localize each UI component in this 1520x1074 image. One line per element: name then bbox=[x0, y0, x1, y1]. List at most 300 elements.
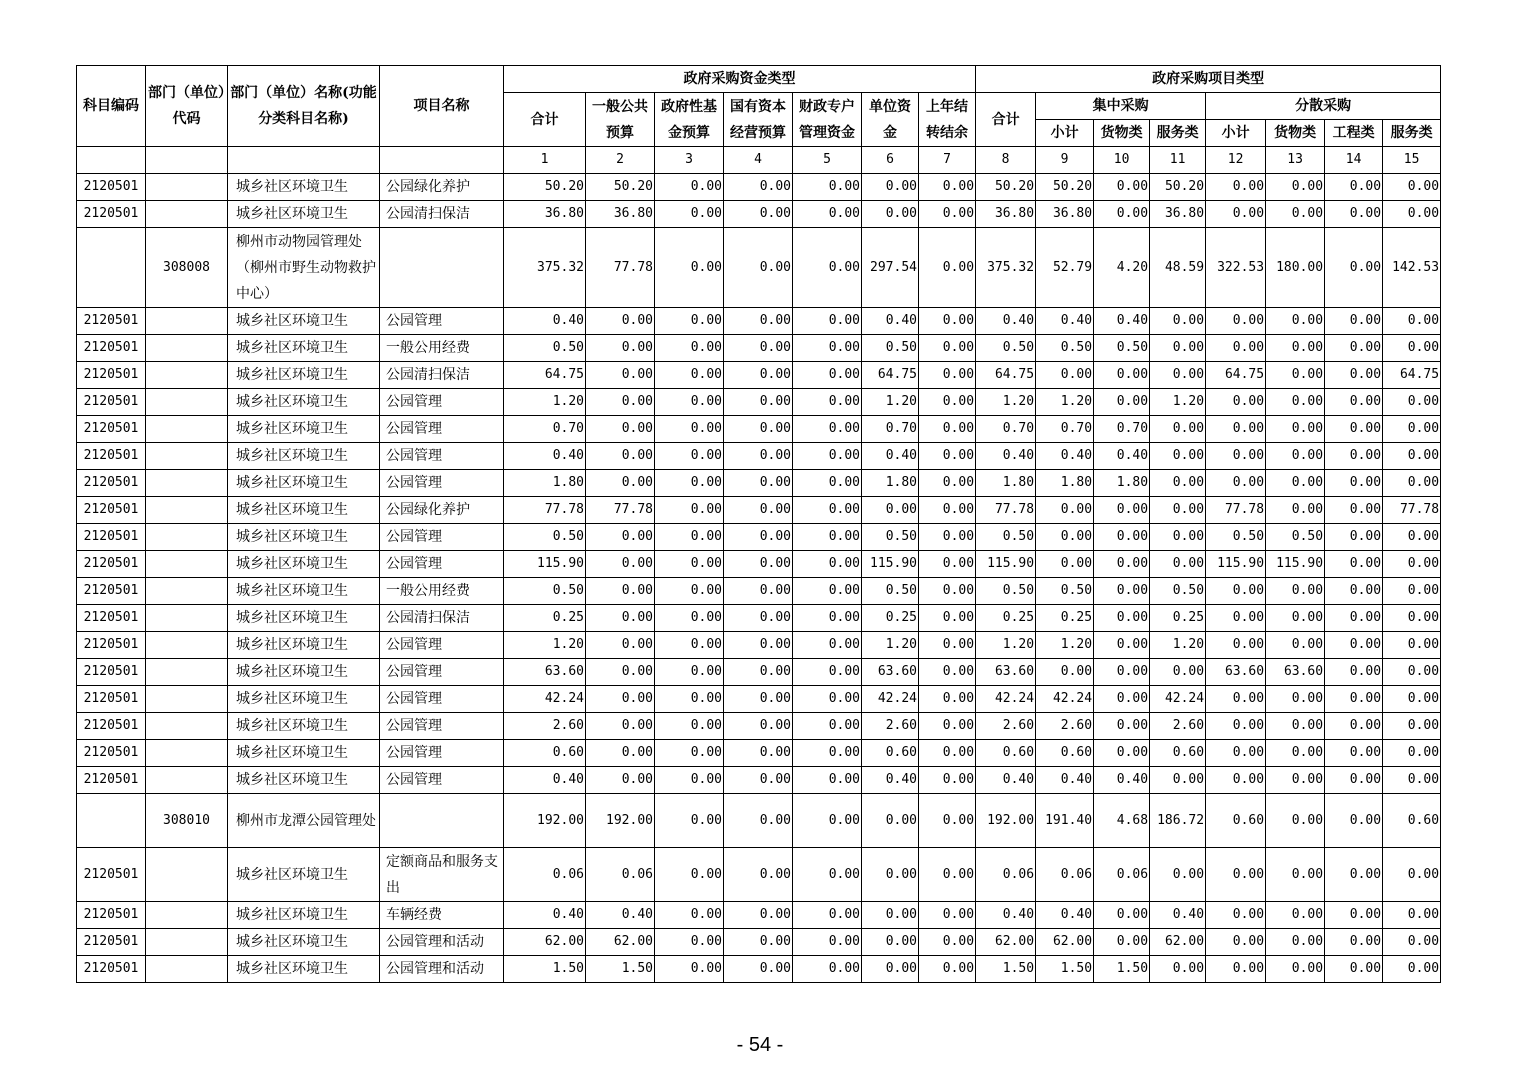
dept-name-cell: 柳州市动物园管理处（柳州市野生动物救护中心） bbox=[228, 228, 380, 308]
project-name-cell: 公园清扫保洁 bbox=[380, 201, 504, 228]
value-cell: 0.00 bbox=[1383, 551, 1441, 578]
table-row bbox=[77, 524, 1441, 551]
value-cell: 77.78 bbox=[586, 497, 655, 524]
subject-code-cell: 2120501 bbox=[77, 201, 146, 228]
value-cell: 0.00 bbox=[793, 659, 862, 686]
value-cell: 0.00 bbox=[1206, 929, 1266, 956]
value-cell: 0.00 bbox=[1206, 902, 1266, 929]
value-cell: 0.00 bbox=[724, 524, 793, 551]
value-cell: 0.50 bbox=[976, 335, 1036, 362]
value-cell: 0.00 bbox=[1150, 767, 1206, 794]
value-cell: 0.00 bbox=[919, 605, 976, 632]
value-cell: 0.00 bbox=[793, 389, 862, 416]
value-cell: 0.50 bbox=[1266, 524, 1325, 551]
value-cell: 0.60 bbox=[504, 740, 586, 767]
value-cell: 0.00 bbox=[1266, 470, 1325, 497]
header-state-capital-budget: 国有资本经营预算 bbox=[724, 93, 793, 147]
value-cell: 0.00 bbox=[1036, 362, 1094, 389]
value-cell: 0.00 bbox=[919, 551, 976, 578]
value-cell: 0.00 bbox=[724, 686, 793, 713]
value-cell: 0.00 bbox=[586, 632, 655, 659]
value-cell: 1.50 bbox=[586, 956, 655, 983]
subject-code-cell: 2120501 bbox=[77, 929, 146, 956]
dept-code-cell bbox=[146, 956, 228, 983]
value-cell: 0.00 bbox=[1383, 956, 1441, 983]
dept-name-cell: 城乡社区环境卫生 bbox=[228, 740, 380, 767]
value-cell: 1.20 bbox=[862, 389, 919, 416]
value-cell: 0.00 bbox=[1325, 362, 1383, 389]
value-cell: 0.00 bbox=[586, 443, 655, 470]
value-cell: 0.00 bbox=[1094, 578, 1150, 605]
subject-code-cell: 2120501 bbox=[77, 956, 146, 983]
value-cell: 0.00 bbox=[1383, 443, 1441, 470]
value-cell: 0.00 bbox=[1383, 902, 1441, 929]
header-goods: 货物类 bbox=[1094, 120, 1150, 147]
value-cell: 0.00 bbox=[1206, 740, 1266, 767]
value-cell: 0.00 bbox=[1325, 794, 1383, 848]
value-cell: 0.00 bbox=[1383, 605, 1441, 632]
value-cell: 0.00 bbox=[1383, 201, 1441, 228]
value-cell: 0.00 bbox=[724, 713, 793, 740]
value-cell: 0.00 bbox=[655, 929, 724, 956]
value-cell: 0.00 bbox=[724, 848, 793, 902]
dept-name-cell: 城乡社区环境卫生 bbox=[228, 308, 380, 335]
value-cell: 0.60 bbox=[976, 740, 1036, 767]
value-cell: 375.32 bbox=[976, 228, 1036, 308]
project-name-cell: 公园管理 bbox=[380, 767, 504, 794]
table-row bbox=[77, 308, 1441, 335]
table-row bbox=[77, 416, 1441, 443]
value-cell: 0.50 bbox=[1150, 578, 1206, 605]
value-cell: 322.53 bbox=[1206, 228, 1266, 308]
subject-code-cell: 2120501 bbox=[77, 389, 146, 416]
header-project-type: 政府采购项目类型 bbox=[976, 66, 1441, 93]
value-cell: 0.00 bbox=[1383, 470, 1441, 497]
value-cell: 0.00 bbox=[1206, 848, 1266, 902]
dept-code-cell bbox=[146, 497, 228, 524]
value-cell: 0.70 bbox=[976, 416, 1036, 443]
value-cell: 1.50 bbox=[504, 956, 586, 983]
value-cell: 1.20 bbox=[862, 632, 919, 659]
value-cell: 0.00 bbox=[793, 524, 862, 551]
value-cell: 0.00 bbox=[793, 443, 862, 470]
value-cell: 0.40 bbox=[862, 308, 919, 335]
value-cell: 1.20 bbox=[976, 632, 1036, 659]
value-cell: 0.00 bbox=[793, 551, 862, 578]
value-cell: 0.00 bbox=[1325, 605, 1383, 632]
value-cell: 0.00 bbox=[1206, 632, 1266, 659]
value-cell: 0.00 bbox=[1206, 605, 1266, 632]
table-row bbox=[77, 470, 1441, 497]
dept-code-cell bbox=[146, 335, 228, 362]
value-cell: 0.00 bbox=[919, 902, 976, 929]
value-cell: 191.40 bbox=[1036, 794, 1094, 848]
value-cell: 0.00 bbox=[586, 335, 655, 362]
value-cell: 0.00 bbox=[1094, 497, 1150, 524]
value-cell: 0.00 bbox=[1383, 174, 1441, 201]
value-cell: 0.40 bbox=[504, 767, 586, 794]
subject-code-cell: 2120501 bbox=[77, 335, 146, 362]
value-cell: 63.60 bbox=[976, 659, 1036, 686]
project-name-cell: 车辆经费 bbox=[380, 902, 504, 929]
value-cell: 0.00 bbox=[919, 767, 976, 794]
dept-name-cell: 城乡社区环境卫生 bbox=[228, 470, 380, 497]
value-cell: 0.50 bbox=[1094, 335, 1150, 362]
value-cell: 0.00 bbox=[919, 201, 976, 228]
value-cell: 0.40 bbox=[976, 902, 1036, 929]
value-cell: 0.00 bbox=[724, 767, 793, 794]
value-cell: 77.78 bbox=[586, 228, 655, 308]
value-cell: 0.00 bbox=[1094, 632, 1150, 659]
dept-code-cell bbox=[146, 632, 228, 659]
subject-code-cell bbox=[77, 228, 146, 308]
subject-code-cell: 2120501 bbox=[77, 632, 146, 659]
value-cell: 62.00 bbox=[586, 929, 655, 956]
value-cell: 0.00 bbox=[862, 794, 919, 848]
value-cell: 0.25 bbox=[862, 605, 919, 632]
dept-name-cell: 城乡社区环境卫生 bbox=[228, 767, 380, 794]
value-cell: 0.00 bbox=[655, 174, 724, 201]
value-cell: 375.32 bbox=[504, 228, 586, 308]
value-cell: 0.00 bbox=[586, 578, 655, 605]
value-cell: 0.00 bbox=[1094, 605, 1150, 632]
project-name-cell: 公园管理 bbox=[380, 551, 504, 578]
value-cell: 36.80 bbox=[1150, 201, 1206, 228]
value-cell: 1.20 bbox=[1150, 389, 1206, 416]
value-cell: 2.60 bbox=[1036, 713, 1094, 740]
column-index: 5 bbox=[793, 147, 862, 174]
project-name-cell: 公园绿化养护 bbox=[380, 174, 504, 201]
value-cell: 0.00 bbox=[1150, 443, 1206, 470]
table-row bbox=[77, 659, 1441, 686]
header-total2: 合计 bbox=[976, 93, 1036, 147]
value-cell: 0.00 bbox=[1150, 497, 1206, 524]
value-cell: 0.00 bbox=[586, 362, 655, 389]
value-cell: 0.00 bbox=[1325, 902, 1383, 929]
value-cell: 0.00 bbox=[1325, 713, 1383, 740]
value-cell: 0.00 bbox=[655, 524, 724, 551]
value-cell: 0.00 bbox=[793, 848, 862, 902]
value-cell: 2.60 bbox=[976, 713, 1036, 740]
value-cell: 142.53 bbox=[1383, 228, 1441, 308]
value-cell: 0.00 bbox=[724, 902, 793, 929]
value-cell: 0.00 bbox=[1266, 902, 1325, 929]
value-cell: 0.00 bbox=[724, 659, 793, 686]
dept-name-cell: 城乡社区环境卫生 bbox=[228, 362, 380, 389]
project-name-cell: 公园管理 bbox=[380, 389, 504, 416]
value-cell: 192.00 bbox=[976, 794, 1036, 848]
value-cell: 0.50 bbox=[504, 524, 586, 551]
value-cell: 0.00 bbox=[1266, 632, 1325, 659]
value-cell: 0.00 bbox=[655, 767, 724, 794]
project-name-cell: 公园管理 bbox=[380, 443, 504, 470]
value-cell: 0.40 bbox=[1150, 902, 1206, 929]
value-cell: 0.00 bbox=[655, 362, 724, 389]
value-cell: 0.00 bbox=[1150, 659, 1206, 686]
value-cell: 0.00 bbox=[1266, 767, 1325, 794]
project-name-cell: 公园管理 bbox=[380, 524, 504, 551]
value-cell: 0.06 bbox=[504, 848, 586, 902]
value-cell: 0.50 bbox=[1036, 578, 1094, 605]
subject-code-cell: 2120501 bbox=[77, 416, 146, 443]
value-cell: 0.00 bbox=[586, 416, 655, 443]
value-cell: 0.00 bbox=[1266, 362, 1325, 389]
value-cell: 0.00 bbox=[1325, 956, 1383, 983]
value-cell: 0.40 bbox=[504, 443, 586, 470]
value-cell: 0.00 bbox=[1266, 497, 1325, 524]
value-cell: 0.00 bbox=[1266, 201, 1325, 228]
header-total: 合计 bbox=[504, 93, 586, 147]
header-services2: 服务类 bbox=[1383, 120, 1441, 147]
value-cell: 0.00 bbox=[919, 362, 976, 389]
dept-code-cell: 308010 bbox=[146, 794, 228, 848]
header-subtotal2: 小计 bbox=[1206, 120, 1266, 147]
subject-code-cell: 2120501 bbox=[77, 578, 146, 605]
value-cell: 0.00 bbox=[1036, 659, 1094, 686]
value-cell: 0.00 bbox=[1094, 174, 1150, 201]
value-cell: 1.20 bbox=[1036, 389, 1094, 416]
dept-code-cell bbox=[146, 767, 228, 794]
value-cell: 0.70 bbox=[504, 416, 586, 443]
value-cell: 0.00 bbox=[1094, 551, 1150, 578]
value-cell: 1.20 bbox=[1150, 632, 1206, 659]
subject-code-cell: 2120501 bbox=[77, 524, 146, 551]
value-cell: 0.00 bbox=[1094, 362, 1150, 389]
value-cell: 0.00 bbox=[1325, 578, 1383, 605]
value-cell: 77.78 bbox=[976, 497, 1036, 524]
value-cell: 0.00 bbox=[1206, 713, 1266, 740]
value-cell: 0.00 bbox=[1325, 767, 1383, 794]
value-cell: 0.00 bbox=[1206, 308, 1266, 335]
procurement-table bbox=[76, 65, 1441, 983]
value-cell: 0.00 bbox=[724, 632, 793, 659]
dept-code-cell bbox=[146, 740, 228, 767]
column-index: 13 bbox=[1266, 147, 1325, 174]
value-cell: 50.20 bbox=[504, 174, 586, 201]
subject-code-cell: 2120501 bbox=[77, 497, 146, 524]
value-cell: 0.50 bbox=[862, 578, 919, 605]
value-cell: 0.00 bbox=[1150, 416, 1206, 443]
value-cell: 36.80 bbox=[504, 201, 586, 228]
project-name-cell: 公园管理 bbox=[380, 713, 504, 740]
value-cell: 0.00 bbox=[919, 497, 976, 524]
value-cell: 0.00 bbox=[1325, 201, 1383, 228]
value-cell: 0.00 bbox=[724, 497, 793, 524]
value-cell: 0.00 bbox=[1094, 389, 1150, 416]
dept-code-cell bbox=[146, 443, 228, 470]
value-cell: 0.00 bbox=[919, 713, 976, 740]
value-cell: 1.80 bbox=[1036, 470, 1094, 497]
value-cell: 0.70 bbox=[1094, 416, 1150, 443]
subject-code-cell: 2120501 bbox=[77, 362, 146, 389]
value-cell: 0.00 bbox=[1094, 740, 1150, 767]
value-cell: 1.20 bbox=[1036, 632, 1094, 659]
value-cell: 0.00 bbox=[919, 632, 976, 659]
value-cell: 0.00 bbox=[1383, 335, 1441, 362]
value-cell: 0.40 bbox=[504, 902, 586, 929]
value-cell: 0.25 bbox=[1036, 605, 1094, 632]
value-cell: 0.00 bbox=[1094, 686, 1150, 713]
dept-name-cell: 城乡社区环境卫生 bbox=[228, 632, 380, 659]
value-cell: 0.00 bbox=[724, 551, 793, 578]
value-cell: 1.80 bbox=[976, 470, 1036, 497]
value-cell: 0.00 bbox=[1325, 228, 1383, 308]
subject-code-cell: 2120501 bbox=[77, 686, 146, 713]
value-cell: 48.59 bbox=[1150, 228, 1206, 308]
value-cell: 0.00 bbox=[793, 956, 862, 983]
value-cell: 0.40 bbox=[1036, 902, 1094, 929]
dept-code-cell bbox=[146, 605, 228, 632]
value-cell: 0.00 bbox=[1325, 929, 1383, 956]
table-row bbox=[77, 228, 1441, 308]
value-cell: 0.00 bbox=[862, 497, 919, 524]
value-cell: 0.06 bbox=[1036, 848, 1094, 902]
value-cell: 0.00 bbox=[919, 416, 976, 443]
value-cell: 64.75 bbox=[862, 362, 919, 389]
value-cell: 0.00 bbox=[793, 767, 862, 794]
value-cell: 0.00 bbox=[919, 443, 976, 470]
value-cell: 0.00 bbox=[724, 389, 793, 416]
subject-code-cell: 2120501 bbox=[77, 308, 146, 335]
value-cell: 0.00 bbox=[1206, 578, 1266, 605]
column-index: 8 bbox=[976, 147, 1036, 174]
value-cell: 0.00 bbox=[793, 362, 862, 389]
subject-code-cell: 2120501 bbox=[77, 740, 146, 767]
dept-code-cell bbox=[146, 524, 228, 551]
value-cell: 0.00 bbox=[1094, 929, 1150, 956]
value-cell: 0.00 bbox=[655, 335, 724, 362]
value-cell: 0.25 bbox=[976, 605, 1036, 632]
value-cell: 62.00 bbox=[976, 929, 1036, 956]
value-cell: 0.00 bbox=[919, 470, 976, 497]
value-cell: 0.60 bbox=[1150, 740, 1206, 767]
value-cell: 1.50 bbox=[976, 956, 1036, 983]
dept-name-cell: 城乡社区环境卫生 bbox=[228, 686, 380, 713]
value-cell: 0.00 bbox=[1325, 470, 1383, 497]
value-cell: 0.00 bbox=[1036, 551, 1094, 578]
value-cell: 2.60 bbox=[1150, 713, 1206, 740]
value-cell: 77.78 bbox=[1383, 497, 1441, 524]
value-cell: 0.00 bbox=[1266, 578, 1325, 605]
value-cell: 0.00 bbox=[793, 470, 862, 497]
value-cell: 0.40 bbox=[586, 902, 655, 929]
table-body bbox=[77, 174, 1441, 983]
value-cell: 0.00 bbox=[1383, 686, 1441, 713]
value-cell: 0.00 bbox=[1383, 740, 1441, 767]
value-cell: 0.00 bbox=[793, 686, 862, 713]
value-cell: 180.00 bbox=[1266, 228, 1325, 308]
value-cell: 0.25 bbox=[1150, 605, 1206, 632]
table-row bbox=[77, 335, 1441, 362]
value-cell: 0.00 bbox=[655, 416, 724, 443]
value-cell: 0.00 bbox=[862, 956, 919, 983]
value-cell: 0.00 bbox=[655, 551, 724, 578]
dept-name-cell: 城乡社区环境卫生 bbox=[228, 524, 380, 551]
column-index: 14 bbox=[1325, 147, 1383, 174]
header-fund-type: 政府采购资金类型 bbox=[504, 66, 976, 93]
value-cell: 0.00 bbox=[724, 578, 793, 605]
value-cell: 0.00 bbox=[919, 389, 976, 416]
value-cell: 63.60 bbox=[504, 659, 586, 686]
subject-code-cell: 2120501 bbox=[77, 713, 146, 740]
value-cell: 0.00 bbox=[919, 308, 976, 335]
dept-code-cell bbox=[146, 659, 228, 686]
value-cell: 0.00 bbox=[1266, 956, 1325, 983]
value-cell: 192.00 bbox=[586, 794, 655, 848]
header-engineering: 工程类 bbox=[1325, 120, 1383, 147]
header-goods2: 货物类 bbox=[1266, 120, 1325, 147]
value-cell: 0.00 bbox=[655, 956, 724, 983]
value-cell: 0.00 bbox=[919, 929, 976, 956]
value-cell: 0.00 bbox=[793, 228, 862, 308]
value-cell: 0.00 bbox=[1266, 174, 1325, 201]
value-cell: 0.00 bbox=[1036, 524, 1094, 551]
value-cell: 0.00 bbox=[919, 228, 976, 308]
value-cell: 115.90 bbox=[976, 551, 1036, 578]
value-cell: 0.00 bbox=[1206, 389, 1266, 416]
header-subject-code: 科目编码 bbox=[77, 66, 146, 147]
table-row bbox=[77, 767, 1441, 794]
value-cell: 0.00 bbox=[862, 902, 919, 929]
value-cell: 115.90 bbox=[862, 551, 919, 578]
value-cell: 0.50 bbox=[504, 578, 586, 605]
value-cell: 0.00 bbox=[724, 929, 793, 956]
value-cell: 0.00 bbox=[1094, 201, 1150, 228]
value-cell: 0.00 bbox=[1383, 848, 1441, 902]
value-cell: 0.00 bbox=[1150, 308, 1206, 335]
column-index: 7 bbox=[919, 147, 976, 174]
value-cell: 0.00 bbox=[862, 201, 919, 228]
value-cell: 1.80 bbox=[504, 470, 586, 497]
header-centralized: 集中采购 bbox=[1036, 93, 1206, 120]
value-cell: 0.00 bbox=[793, 929, 862, 956]
project-name-cell: 公园管理 bbox=[380, 632, 504, 659]
value-cell: 0.00 bbox=[586, 389, 655, 416]
project-name-cell bbox=[380, 228, 504, 308]
value-cell: 0.00 bbox=[793, 902, 862, 929]
value-cell: 0.00 bbox=[655, 632, 724, 659]
value-cell: 0.00 bbox=[1206, 335, 1266, 362]
header-gov-fund-budget: 政府性基金预算 bbox=[655, 93, 724, 147]
value-cell: 0.00 bbox=[655, 228, 724, 308]
value-cell: 77.78 bbox=[504, 497, 586, 524]
value-cell: 0.00 bbox=[1266, 308, 1325, 335]
value-cell: 50.20 bbox=[1036, 174, 1094, 201]
value-cell: 0.00 bbox=[1383, 767, 1441, 794]
index-blank bbox=[228, 147, 380, 174]
value-cell: 0.40 bbox=[976, 443, 1036, 470]
project-name-cell: 公园管理和活动 bbox=[380, 956, 504, 983]
project-name-cell: 公园管理和活动 bbox=[380, 929, 504, 956]
value-cell: 0.00 bbox=[1325, 174, 1383, 201]
index-blank bbox=[146, 147, 228, 174]
project-name-cell: 公园管理 bbox=[380, 470, 504, 497]
value-cell: 0.40 bbox=[862, 767, 919, 794]
value-cell: 0.00 bbox=[919, 659, 976, 686]
dept-name-cell: 城乡社区环境卫生 bbox=[228, 389, 380, 416]
dept-code-cell bbox=[146, 929, 228, 956]
value-cell: 0.00 bbox=[793, 174, 862, 201]
value-cell: 0.00 bbox=[1150, 470, 1206, 497]
value-cell: 186.72 bbox=[1150, 794, 1206, 848]
value-cell: 0.00 bbox=[1383, 929, 1441, 956]
value-cell: 0.06 bbox=[976, 848, 1036, 902]
value-cell: 77.78 bbox=[1206, 497, 1266, 524]
value-cell: 0.70 bbox=[862, 416, 919, 443]
value-cell: 0.50 bbox=[862, 524, 919, 551]
column-index: 15 bbox=[1383, 147, 1441, 174]
column-index: 12 bbox=[1206, 147, 1266, 174]
